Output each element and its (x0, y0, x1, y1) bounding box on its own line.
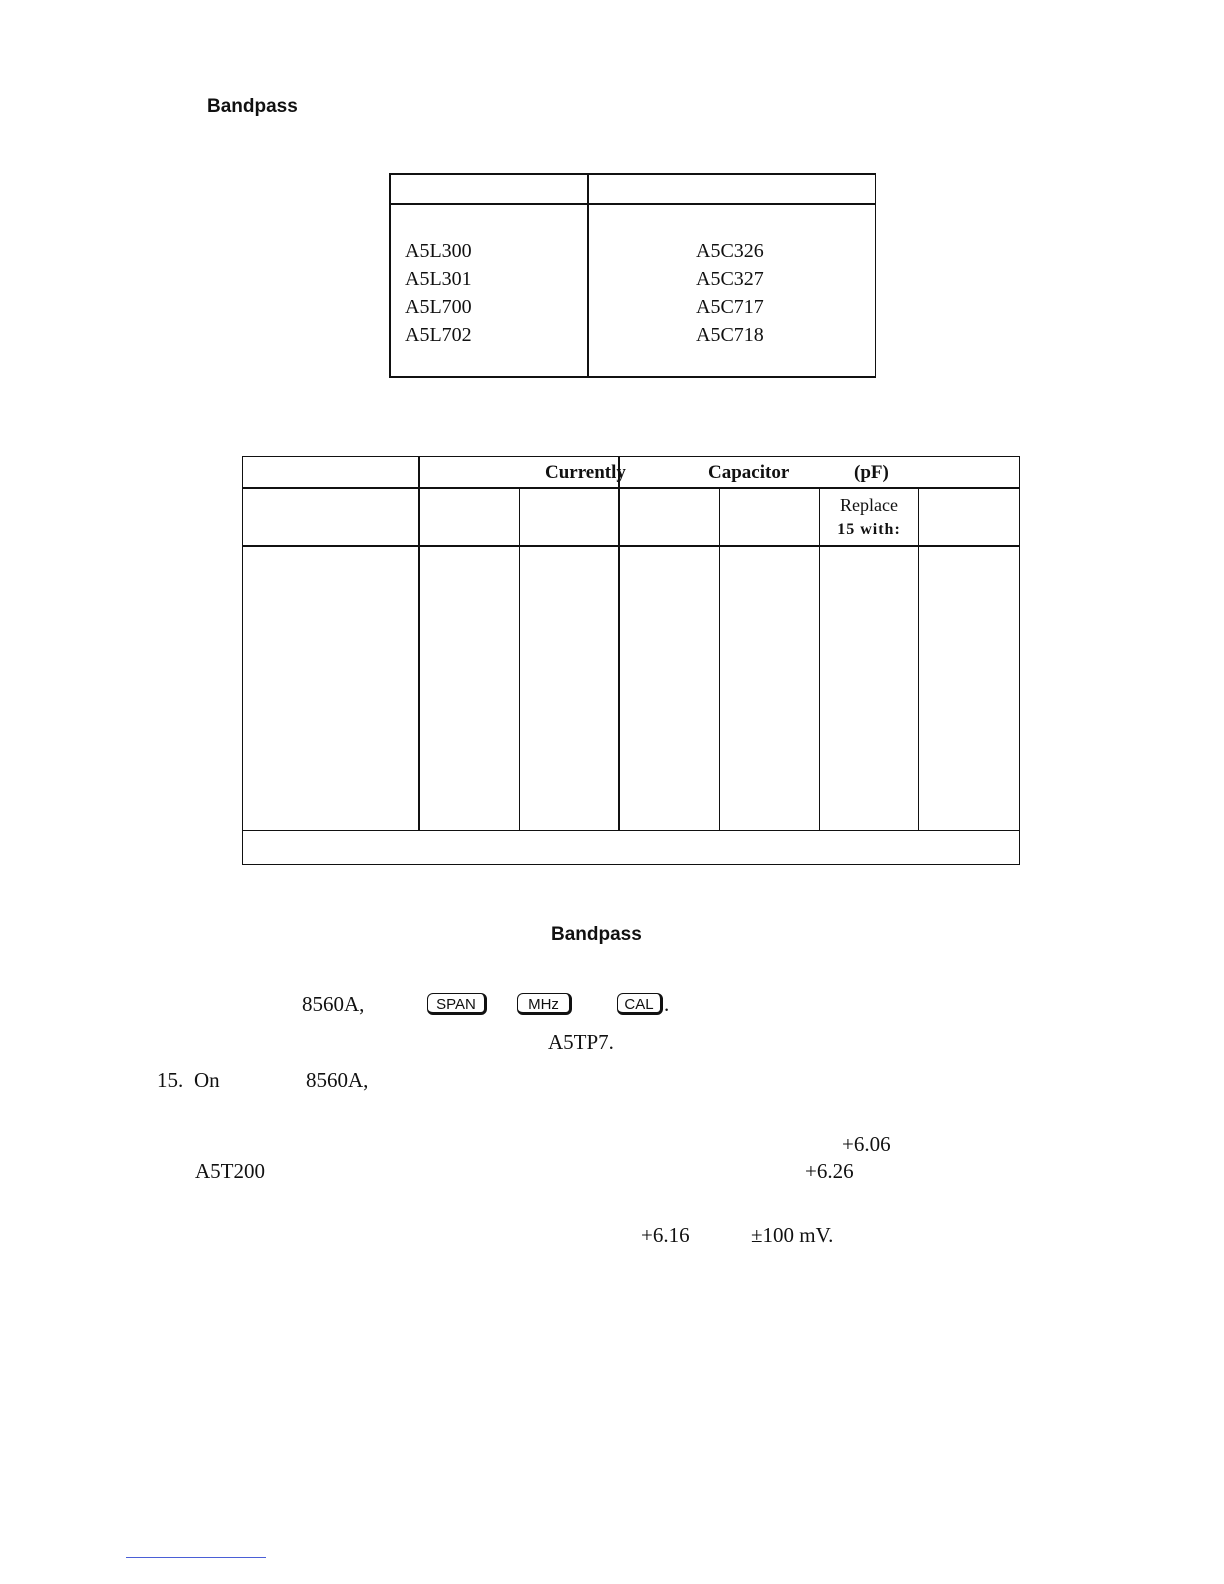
replace-15-with-label: 15 with: (837, 521, 901, 538)
replace-label: Replace (840, 495, 898, 515)
step15-analyzer-model: 8560A, (306, 1068, 369, 1092)
mhz-key[interactable]: MHz (517, 993, 572, 1015)
table-header-divider (389, 203, 875, 205)
inductor-cell: A5L301 (405, 268, 472, 290)
table-column-divider (918, 487, 919, 831)
table-subheader-divider (242, 545, 1020, 547)
voltage-6-26: +6.26 (805, 1159, 854, 1183)
table-column-divider (587, 173, 589, 376)
table-column-divider (618, 456, 620, 831)
voltage-tolerance: ±100 mV. (751, 1223, 834, 1247)
inductor-cell: A5L702 (405, 324, 472, 346)
capacitor-cell: A5C718 (696, 324, 764, 346)
capacitor-cell: A5C326 (696, 240, 764, 262)
table-column-divider (418, 456, 420, 831)
cal-key-period: . (664, 992, 670, 1016)
test-point-a5tp7: A5TP7. (548, 1030, 614, 1054)
footer-rule (126, 1557, 266, 1558)
voltage-6-06: +6.06 (842, 1132, 891, 1156)
header-word-capacitor: Capacitor (708, 462, 790, 483)
capacitor-cell: A5C327 (696, 268, 764, 290)
table-border (242, 456, 1020, 865)
table-body-bottom-line (242, 830, 1020, 831)
section-heading-bandpass: Bandpass (207, 96, 298, 117)
inductor-capacitor-table (389, 173, 875, 376)
step15-on: On (194, 1068, 220, 1092)
transformer-a5t200: A5T200 (195, 1159, 265, 1183)
table-header-divider (242, 487, 1020, 489)
inductor-cell: A5L300 (405, 240, 472, 262)
cal-key[interactable]: CAL (617, 993, 663, 1015)
table-column-divider (719, 487, 720, 831)
capacitor-cell: A5C717 (696, 296, 764, 318)
analyzer-model: 8560A, (302, 992, 365, 1016)
header-word-currently: Currently (545, 462, 626, 483)
voltage-6-16: +6.16 (641, 1223, 690, 1247)
capacitor-selection-table (242, 456, 1020, 865)
span-key[interactable]: SPAN (427, 993, 487, 1015)
inductor-cell: A5L700 (405, 296, 472, 318)
header-word-pf: (pF) (854, 462, 889, 483)
table-column-divider (519, 487, 520, 831)
section-heading-bandpass-procedure: Bandpass (551, 924, 642, 945)
step-number-15: 15. (157, 1068, 184, 1092)
